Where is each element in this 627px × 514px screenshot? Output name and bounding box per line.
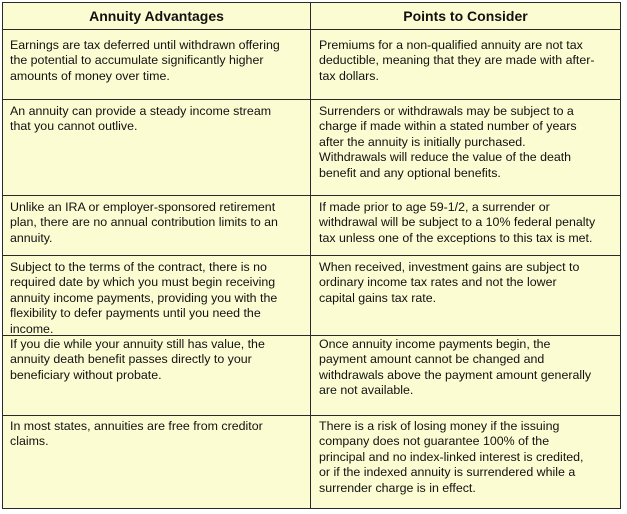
consideration-cell: If made prior to age 59-1/2, a surrender or withdrawal will be subject to a 10% federal penalty tax unless one of the exceptions to this tax is met. — [319, 200, 596, 245]
annuity-comparison-table — [2, 2, 621, 509]
consideration-cell: There is a risk of losing money if the issuing company does not guarantee 100% of the principal and no index-linked interest is credited, or if the indexed annuity is surrendered while a surrender charge is in effect. — [319, 419, 584, 495]
advantage-cell: Unlike an IRA or employer-sponsored retirement plan, there are no annual contribution limits to an annuity. — [10, 200, 278, 245]
row-divider — [3, 195, 620, 196]
advantage-cell: If you die while your annuity still has value, the annuity death benefit passes directly to your beneficiary without probate. — [10, 337, 265, 382]
consideration-cell: Surrenders or withdrawals may be subject to a charge if made within a stated number of years after the annuity is initially purchased. Withdrawals will reduce the value of the death benefit and any optional benefits. — [319, 104, 577, 180]
advantage-cell: Subject to the terms of the contract, there is no required date by which you must begin receiving annuity income payments, providing you with the flexibility to defer payments until you need the income. — [10, 260, 278, 336]
row-divider — [3, 255, 620, 256]
consideration-cell: Once annuity income payments begin, the payment amount cannot be changed and withdrawals above the payment amount generally are not available. — [319, 337, 592, 398]
advantage-cell: Earnings are tax deferred until withdrawn offering the potential to accumulate significantly higher amounts of money over time. — [10, 38, 280, 83]
consideration-cell: Premiums for a non-qualified annuity are not tax deductible, meaning that they are made with after- tax dollars. — [319, 38, 595, 83]
consideration-cell: When received, investment gains are subject to ordinary income tax rates and not the lower capital gains tax rate. — [319, 260, 580, 305]
advantage-cell: An annuity can provide a steady income stream that you cannot outlive. — [10, 104, 272, 134]
advantages-header: Annuity Advantages — [89, 8, 224, 24]
row-divider — [3, 415, 620, 416]
considerations-header: Points to Consider — [403, 8, 528, 24]
row-divider — [3, 99, 620, 100]
row-divider — [3, 29, 620, 30]
advantage-cell: In most states, annuities are free from creditor claims. — [10, 419, 263, 449]
